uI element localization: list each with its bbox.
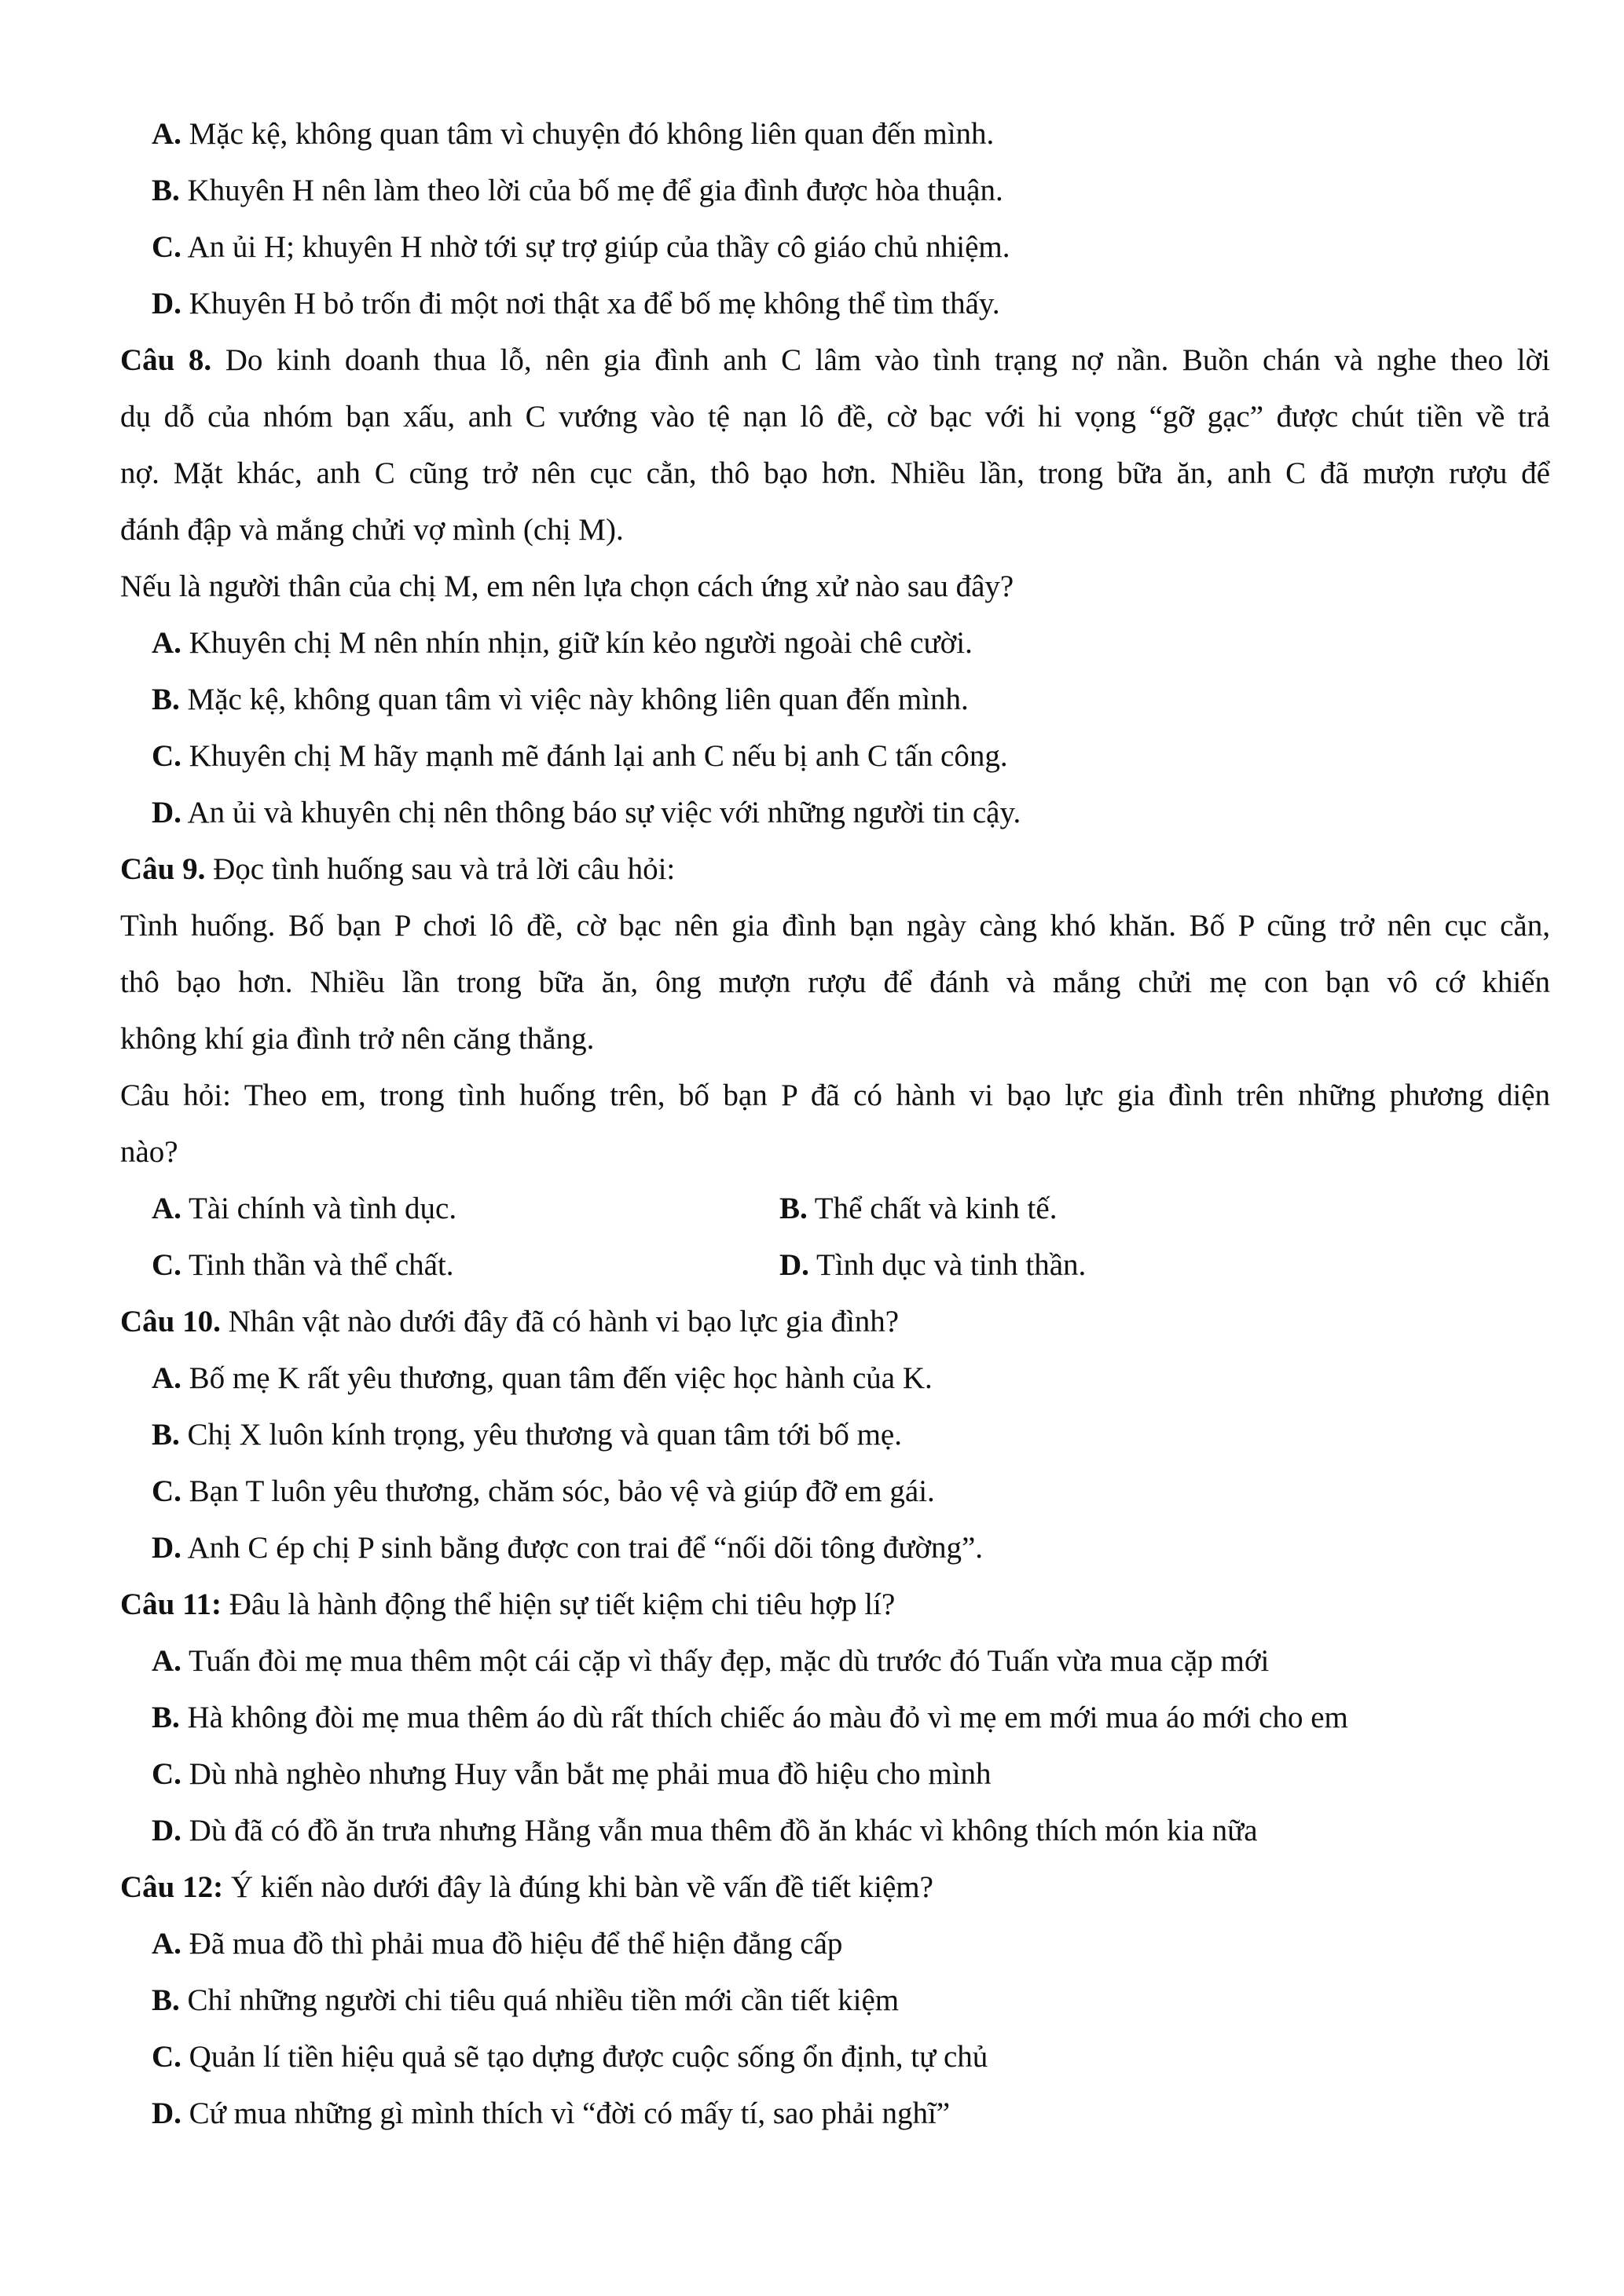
- q9-option-b: [779, 1189, 1057, 1229]
- option-text: Khuyên H bỏ trốn đi một nơi thật xa để bố mẹ không thể tìm thấy.: [181, 287, 1000, 320]
- option-letter: B.: [152, 1418, 180, 1452]
- option-letter: A.: [152, 626, 181, 660]
- option-letter: B.: [152, 1701, 180, 1734]
- option-text: Bạn T luôn yêu thương, chăm sóc, bảo vệ và giúp đỡ em gái.: [181, 1474, 935, 1508]
- option-text: Tuấn đòi mẹ mua thêm một cái cặp vì thấy đẹp, mặc dù trước đó Tuấn vừa mua cặp mới: [181, 1644, 1270, 1678]
- q10-option-b: [152, 1415, 902, 1455]
- q10-question-line: [120, 1302, 899, 1342]
- option-text: Dù đã có đồ ăn trưa nhưng Hằng vẫn mua thêm đồ ăn khác vì không thích món kia nữa: [181, 1814, 1258, 1847]
- option-letter: B.: [779, 1192, 808, 1225]
- question-text: Nhân vật nào dưới đây đã có hành vi bạo lực gia đình?: [220, 1305, 900, 1338]
- q7-option-b: [152, 171, 1003, 211]
- q8-option-a: [152, 624, 973, 663]
- q8-question-line: đánh đập và mắng chửi vợ mình (chị M).: [120, 513, 624, 547]
- q9-option-c: [152, 1246, 454, 1285]
- q8-question-line: nợ. Mặt khác, anh C cũng trở nên cục cằn, thô bạo hơn. Nhiều lần, trong bữa ăn, anh C đã mượn rượu để: [120, 456, 1550, 490]
- q7-option-a: [152, 115, 994, 154]
- option-text: An ủi và khuyên chị nên thông báo sự việc với những người tin cậy.: [181, 796, 1021, 829]
- option-letter: A.: [152, 1361, 181, 1395]
- option-letter: C.: [152, 2040, 181, 2074]
- q10-option-d: [152, 1529, 983, 1568]
- question-label: Câu 8.: [120, 343, 212, 377]
- option-text: Cứ mua những gì mình thích vì “đời có mấy tí, sao phải nghĩ”: [181, 2096, 951, 2130]
- option-letter: A.: [152, 1192, 181, 1225]
- q8-question-line: dụ dỗ của nhóm bạn xấu, anh C vướng vào tệ nạn lô đề, cờ bạc với hi vọng “gỡ gạc” được chút tiền về trả: [120, 400, 1550, 434]
- question-label: Câu 10.: [120, 1305, 221, 1338]
- option-text: Mặc kệ, không quan tâm vì việc này không liên quan đến mình.: [179, 683, 969, 716]
- question-label: Câu 9.: [120, 852, 206, 886]
- question-text: Do kinh doanh thua lỗ, nên gia đình anh C lâm vào tình trạng nợ nần. Buồn chán và nghe theo lời: [211, 343, 1550, 377]
- option-text: Anh C ép chị P sinh bằng được con trai để “nối dõi tông đường”.: [181, 1531, 984, 1565]
- option-text: An ủi H; khuyên H nhờ tới sự trợ giúp của thầy cô giáo chủ nhiệm.: [181, 230, 1010, 264]
- option-letter: A.: [152, 1644, 181, 1678]
- option-letter: D.: [152, 796, 181, 829]
- option-letter: C.: [152, 230, 181, 264]
- q9-question-line: [120, 850, 675, 889]
- q9-situation-line: thô bạo hơn. Nhiều lần trong bữa ăn, ông mượn rượu để đánh và mắng chửi mẹ con bạn vô cớ khiến: [120, 965, 1550, 999]
- q8-option-d: [152, 793, 1021, 833]
- question-text: Đâu là hành động thể hiện sự tiết kiệm chi tiêu hợp lí?: [221, 1587, 896, 1621]
- q9-prompt-line: Câu hỏi: Theo em, trong tình huống trên, bố bạn P đã có hành vi bạo lực gia đình trên những phương diện: [120, 1078, 1550, 1112]
- q12-question-line: [120, 1868, 933, 1907]
- option-text: Tài chính và tình dục.: [181, 1192, 457, 1225]
- question-label: Câu 11:: [120, 1587, 222, 1621]
- q7-option-d: [152, 284, 1000, 324]
- option-text: Thể chất và kinh tế.: [807, 1192, 1058, 1225]
- q11-option-d: [152, 1811, 1258, 1851]
- option-letter: C.: [152, 1474, 181, 1508]
- q12-option-d: [152, 2094, 950, 2133]
- q12-option-c: [152, 2038, 988, 2077]
- q9-situation-line: không khí gia đình trở nên căng thẳng.: [120, 1022, 595, 1056]
- option-text: Tình dục và tinh thần.: [808, 1248, 1087, 1282]
- option-letter: B.: [152, 1983, 180, 2017]
- option-text: Khuyên chị M nên nhín nhịn, giữ kín kẻo người ngoài chê cười.: [181, 626, 973, 660]
- q8-option-c: [152, 737, 1008, 776]
- option-letter: C.: [152, 739, 181, 773]
- option-letter: A.: [152, 117, 181, 151]
- q8-question-line: [120, 341, 1550, 380]
- question-text: Đọc tình huống sau và trả lời câu hỏi:: [205, 852, 676, 886]
- q9-option-a: [152, 1189, 456, 1229]
- option-text: Quản lí tiền hiệu quả sẽ tạo dựng được cuộc sống ổn định, tự chủ: [181, 2040, 988, 2074]
- q11-option-c: [152, 1755, 992, 1794]
- option-text: Tinh thần và thể chất.: [181, 1248, 454, 1282]
- question-text: Ý kiến nào dưới đây là đúng khi bàn về vấn đề tiết kiệm?: [223, 1870, 933, 1904]
- option-text: Đã mua đồ thì phải mua đồ hiệu để thể hiện đẳng cấp: [181, 1927, 843, 1961]
- option-letter: C.: [152, 1248, 181, 1282]
- option-text: Mặc kệ, không quan tâm vì chuyện đó không liên quan đến mình.: [181, 117, 995, 151]
- q12-option-a: [152, 1924, 842, 1964]
- q8-option-b: [152, 680, 969, 720]
- q11-question-line: [120, 1585, 895, 1624]
- q9-option-d: [779, 1246, 1086, 1285]
- q11-option-b: [152, 1698, 1348, 1738]
- option-text: Bố mẹ K rất yêu thương, quan tâm đến việc học hành của K.: [181, 1361, 933, 1395]
- q10-option-a: [152, 1359, 933, 1398]
- option-letter: C.: [152, 1757, 181, 1791]
- q10-option-c: [152, 1472, 935, 1511]
- option-letter: D.: [779, 1248, 809, 1282]
- question-label: Câu 12:: [120, 1870, 224, 1904]
- option-letter: A.: [152, 1927, 181, 1961]
- q8-prompt: Nếu là người thân của chị M, em nên lựa chọn cách ứng xử nào sau đây?: [120, 569, 1014, 603]
- option-letter: D.: [152, 1531, 181, 1565]
- q11-option-a: [152, 1642, 1269, 1681]
- q12-option-b: [152, 1981, 899, 2020]
- option-letter: D.: [152, 2096, 181, 2130]
- option-text: Dù nhà nghèo nhưng Huy vẫn bắt mẹ phải mua đồ hiệu cho mình: [181, 1757, 992, 1791]
- option-text: Khuyên H nên làm theo lời của bố mẹ để gia đình được hòa thuận.: [179, 174, 1003, 207]
- option-letter: D.: [152, 1814, 181, 1847]
- option-text: Chỉ những người chi tiêu quá nhiều tiền mới cần tiết kiệm: [179, 1983, 900, 2017]
- option-text: Khuyên chị M hãy mạnh mẽ đánh lại anh C nếu bị anh C tấn công.: [181, 739, 1008, 773]
- option-text: Hà không đòi mẹ mua thêm áo dù rất thích chiếc áo màu đỏ vì mẹ em mới mua áo mới cho em: [179, 1701, 1348, 1734]
- option-text: Chị X luôn kính trọng, yêu thương và quan tâm tới bố mẹ.: [179, 1418, 902, 1452]
- option-letter: B.: [152, 683, 180, 716]
- option-letter: D.: [152, 287, 181, 320]
- q9-situation-line: Tình huống. Bố bạn P chơi lô đề, cờ bạc nên gia đình bạn ngày càng khó khăn. Bố P cũng trở nên cục cằn,: [120, 909, 1550, 943]
- option-letter: B.: [152, 174, 180, 207]
- q7-option-c: [152, 228, 1010, 267]
- q9-prompt-line: nào?: [120, 1135, 178, 1169]
